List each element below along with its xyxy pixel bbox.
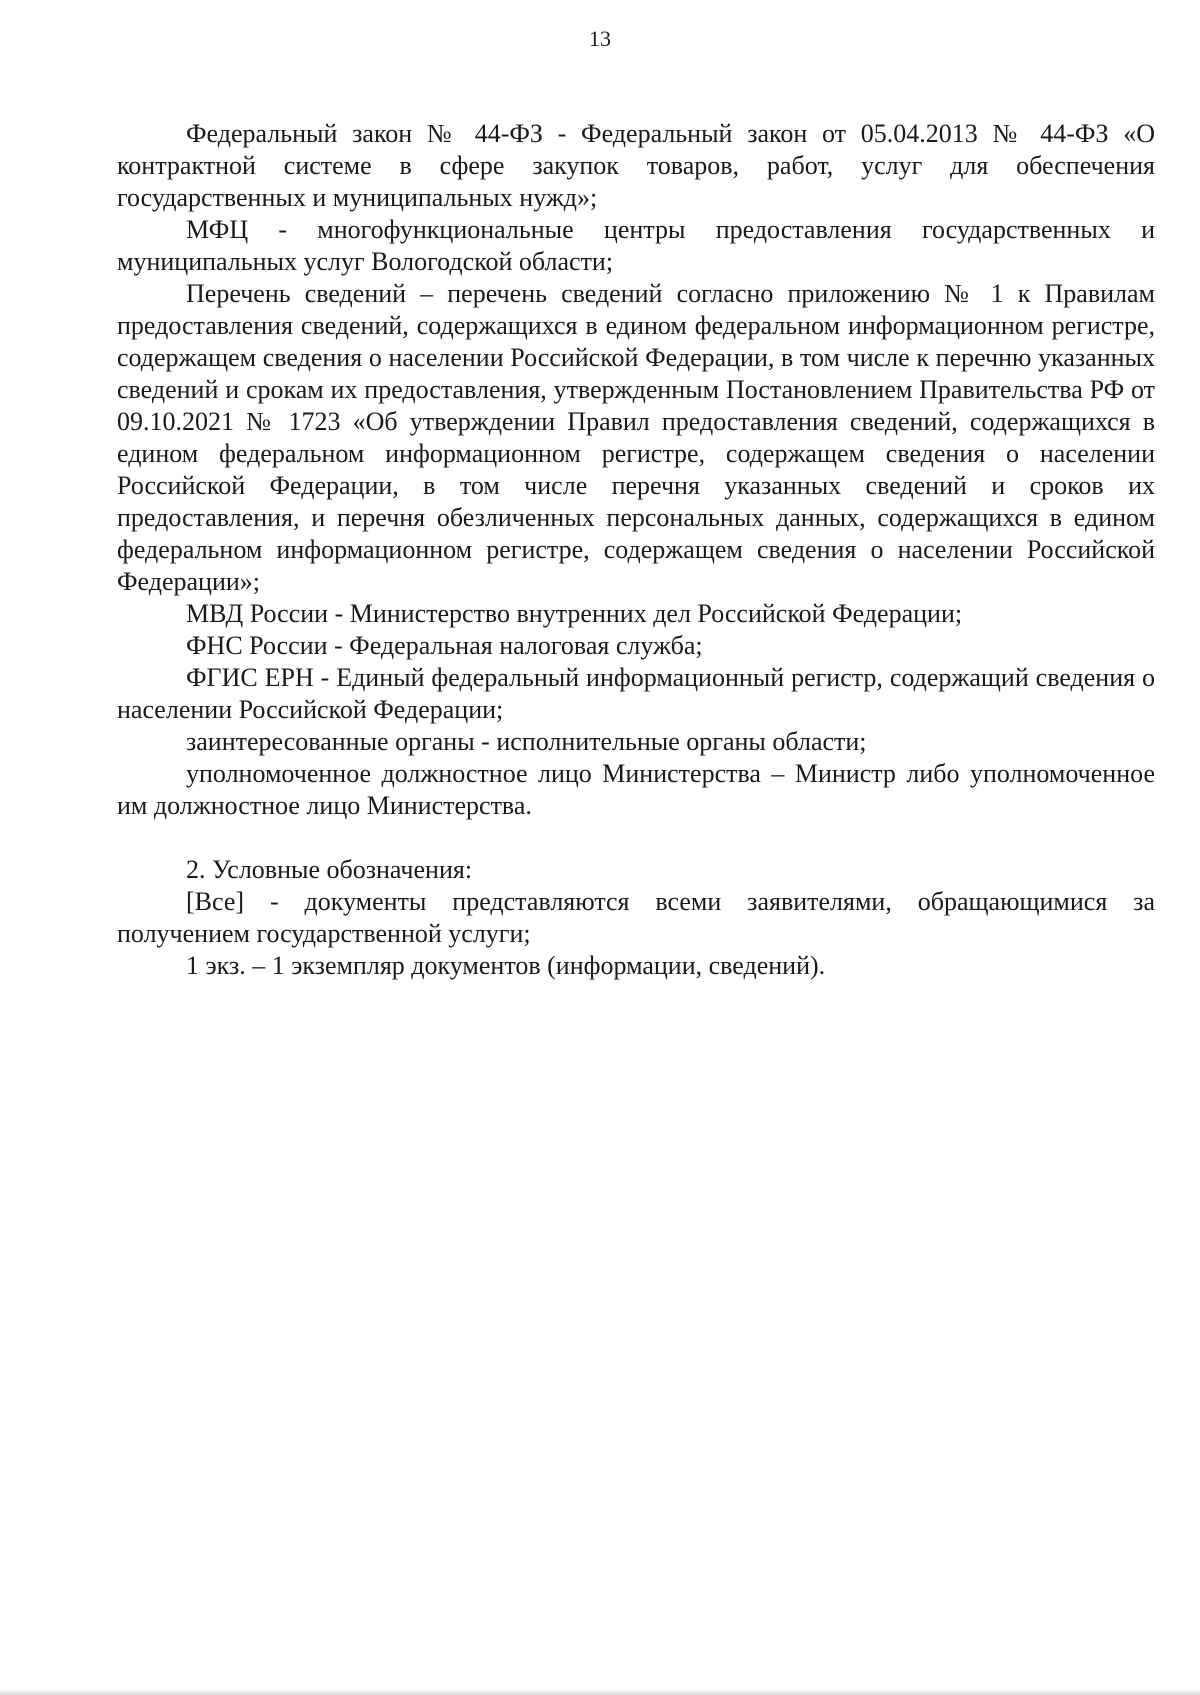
definition-fns: ФНС России - Федеральная налоговая служба; (186, 631, 703, 660)
page-number: 13 (589, 26, 611, 51)
definition-interested-bodies: заинтересованные органы - исполнительные органы области; (186, 727, 867, 756)
symbol-all: [Все] - документы представляются всеми заявителями, обращающимися за получением государственной услуги; (117, 887, 1155, 948)
definition-mfc: МФЦ - многофункциональные центры предоставления государственных и муниципальных услуг Вологодской области; (117, 215, 1155, 276)
section-heading-symbols: 2. Условные обозначения: (186, 855, 473, 884)
section-spacer (117, 822, 1155, 854)
definition-fgis-ern: ФГИС ЕРН - Единый федеральный информационный регистр, содержащий сведения о населении Российской Федерации; (117, 663, 1155, 724)
symbol-one-copy: 1 экз. – 1 экземпляр документов (информации, сведений). (186, 951, 826, 980)
document-body (117, 118, 1155, 982)
definition-federal-law-44: Федеральный закон № 44-ФЗ - Федеральный закон от 05.04.2013 № 44-ФЗ «О контрактной системе в сфере закупок товаров, работ, услуг для обеспечения государственных и муниципальных нужд»; (117, 119, 1155, 212)
definition-list-of-information: Перечень сведений – перечень сведений согласно приложению № 1 к Правилам предоставления сведений, содержащихся в едином федеральном информационном регистре, содержащем сведения о населении Российской Федерации, в том числе к перечню указанных сведений и срокам их предоставления, утвержденным Постановлением Правительства РФ от 09.10.2021 № 1723 «Об утверждении Правил предоставления сведений, содержащихся в едином федеральном информационном регистре, содержащем сведения о населении Российской Федерации, в том числе перечня указанных сведений и сроков их предоставления, и перечня обезличенных персональных данных, содержащихся в едином федеральном информационном регистре, содержащем сведения о населении Российской Федерации»; (117, 279, 1155, 596)
definition-mvd: МВД России - Министерство внутренних дел Российской Федерации; (186, 599, 963, 628)
scan-bottom-edge (0, 1689, 1200, 1695)
definition-authorized-official: уполномоченное должностное лицо Министерства – Министр либо уполномоченное им должностное лицо Министерства. (117, 759, 1155, 820)
